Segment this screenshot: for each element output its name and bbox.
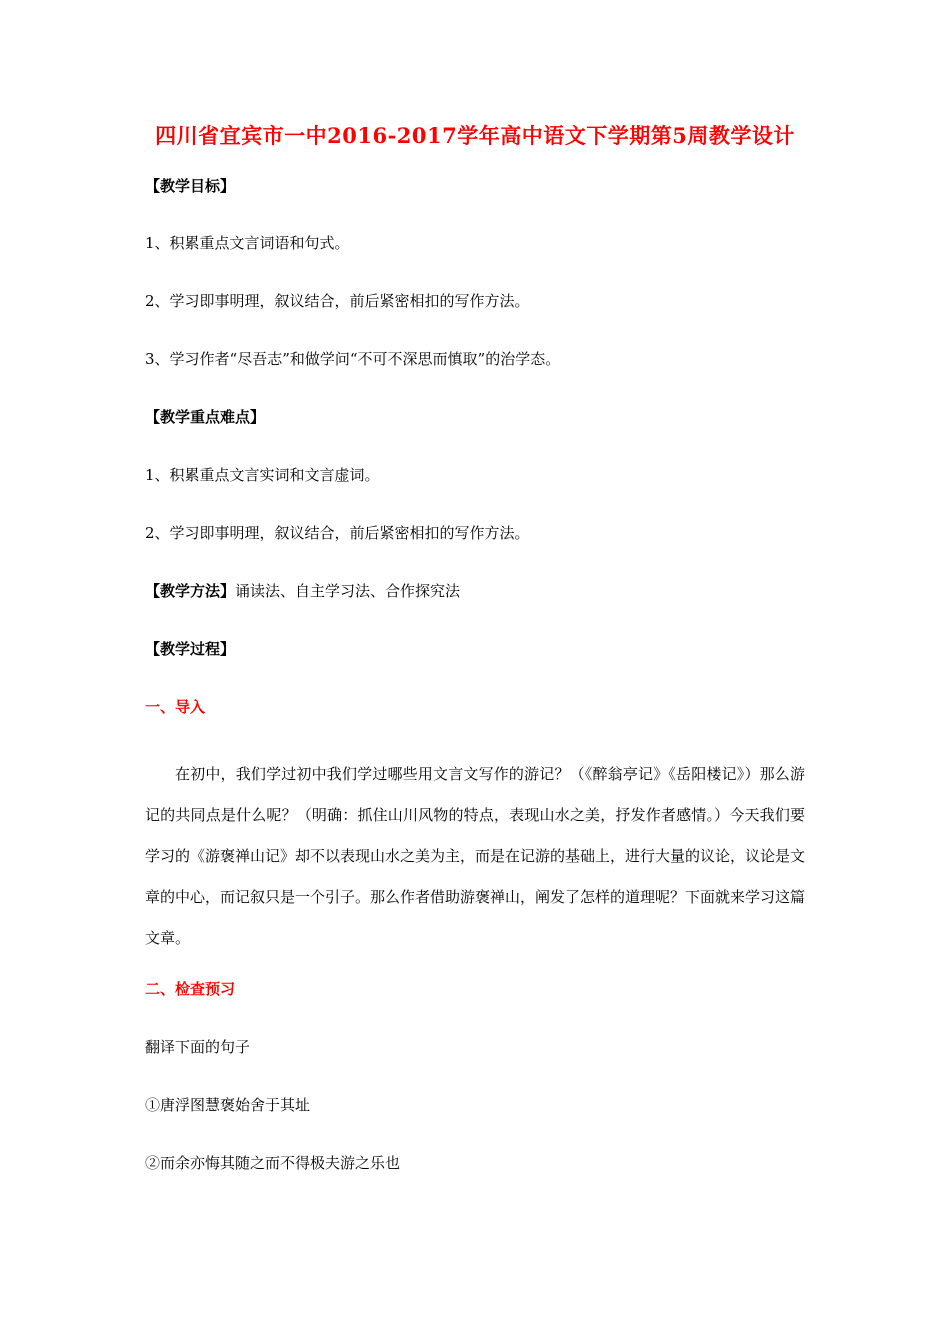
objective-item-1: 1、积累重点文言词语和句式。 [145,234,350,252]
preview-instruction: 翻译下面的句子 [145,1038,251,1056]
methods-heading: 【教学方法】 [145,582,236,600]
intro-heading: 一、导入 [145,698,206,716]
preview-heading: 二、检查预习 [145,980,236,998]
methods-line [145,580,460,602]
intro-paragraph: 在初中，我们学过初中我们学过哪些用文言文写作的游记？（《醉翁亭记》《岳阳楼记》）那么游记的共同点是什么呢？（明确：抓住山川风物的特点，表现山水之美，抒发作者感情。）今天我们要学习的《游褒禅山记》却不以表现山水之美为主，而是在记游的基础上，进行大量的议论，议论是文章的中心，而记叙只是一个引子。那么作者借助游褒禅山，阐发了怎样的道理呢？下面就来学习这篇文章。 [145,765,806,947]
document-title: 四川省宜宾市一中2016-2017学年高中语文下学期第5周教学设计 [155,123,795,148]
methods-text: 诵读法、自主学习法、合作探究法 [235,582,461,600]
key-point-item-2: 2、学习即事明理，叙议结合，前后紧密相扣的写作方法。 [145,524,530,542]
key-point-item-1: 1、积累重点文言实词和文言虚词。 [145,466,380,484]
process-heading: 【教学过程】 [145,640,236,658]
objectives-heading: 【教学目标】 [145,177,236,195]
preview-sentence-2: ②而余亦悔其随之而不得极夫游之乐也 [145,1154,401,1172]
preview-sentence-1: ①唐浮图慧褒始舍于其址 [145,1096,311,1114]
key-points-heading: 【教学重点难点】 [145,408,266,426]
objective-item-2: 2、学习即事明理，叙议结合，前后紧密相扣的写作方法。 [145,292,530,310]
objective-item-3: 3、学习作者“尽吾志”和做学问“不可不深思而慎取”的治学态。 [145,350,561,368]
